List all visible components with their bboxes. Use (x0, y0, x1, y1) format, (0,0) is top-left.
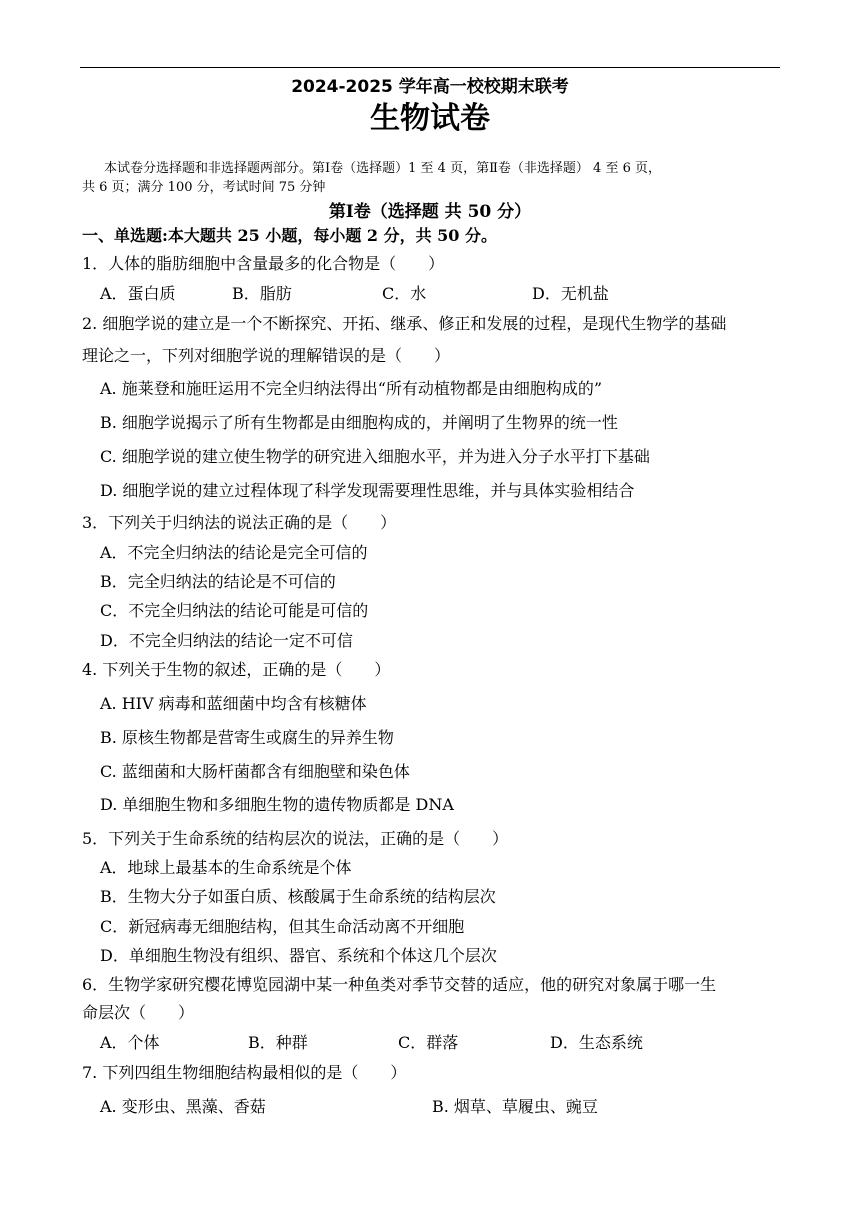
question-7-stem: 7. 下列四组生物细胞结构最相似的是（ ） (82, 1063, 407, 1082)
part-heading: 一、单选题:本大题共 25 小题，每小题 2 分，共 50 分。 (82, 226, 497, 245)
question-4-option-c: C. 蓝细菌和大肠杆菌都含有细胞壁和染色体 (100, 762, 410, 781)
question-3-stem: 3．下列关于归纳法的说法正确的是（ ） (82, 513, 397, 532)
question-3-option-a: A．不完全归纳法的结论是完全可信的 (100, 543, 368, 562)
instructions-line-1: 本试卷分选择题和非选择题两部分。第Ⅰ卷（选择题）1 至 4 页，第Ⅱ卷（非选择题） 4 至 6 页， (104, 161, 661, 176)
question-4-stem: 4. 下列关于生物的叙述，正确的是（ ） (82, 660, 391, 679)
question-3-option-d: D．不完全归纳法的结论一定不可信 (100, 631, 353, 650)
question-1-option-b: B．脂肪 (232, 284, 292, 303)
question-5-option-a: A．地球上最基本的生命系统是个体 (100, 858, 352, 877)
question-2-stem-line-1: 2. 细胞学说的建立是一个不断探究、开拓、继承、修正和发展的过程，是现代生物学的基础 (82, 314, 727, 333)
header-rule (80, 67, 780, 68)
question-4-option-a: A. HIV 病毒和蓝细菌中均含有核糖体 (100, 694, 367, 713)
question-5-option-b: B．生物大分子如蛋白质、核酸属于生命系统的结构层次 (100, 887, 496, 906)
question-2-option-c: C. 细胞学说的建立使生物学的研究进入细胞水平，并为进入分子水平打下基础 (100, 447, 650, 466)
question-3-option-c: C．不完全归纳法的结论可能是可信的 (100, 601, 369, 620)
question-7-option-b: B. 烟草、草履虫、豌豆 (432, 1097, 598, 1116)
question-1-option-c: C．水 (382, 284, 427, 303)
question-6-option-a: A．个体 (100, 1033, 160, 1052)
instructions-line-2: 共 6 页；满分 100 分，考试时间 75 分钟 (82, 180, 326, 195)
question-1-stem: 1．人体的脂肪细胞中含量最多的化合物是（ ） (82, 254, 445, 273)
question-6-option-d: D．生态系统 (550, 1033, 643, 1052)
question-6-option-c: C．群落 (398, 1033, 459, 1052)
question-6-option-b: B．种群 (248, 1033, 308, 1052)
question-6-stem-line-1: 6．生物学家研究樱花博览园湖中某一种鱼类对季节交替的适应，他的研究对象属于哪一生 (82, 975, 717, 994)
question-7-option-a: A. 变形虫、黑藻、香菇 (100, 1097, 266, 1116)
question-1-option-a: A．蛋白质 (100, 284, 176, 303)
question-2-option-d: D. 细胞学说的建立过程体现了科学发现需要理性思维，并与具体实验相结合 (100, 481, 635, 500)
question-5-option-c: C．新冠病毒无细胞结构，但其生命活动离不开细胞 (100, 917, 465, 936)
subject-title: 生物试卷 (370, 101, 490, 136)
question-2-option-b: B. 细胞学说揭示了所有生物都是由细胞构成的，并阐明了生物界的统一性 (100, 413, 618, 432)
question-4-option-b: B. 原核生物都是营寄生或腐生的异养生物 (100, 728, 394, 747)
question-2-option-a: A. 施莱登和施旺运用不完全归纳法得出“所有动植物都是由细胞构成的” (100, 379, 603, 398)
section-title: 第Ⅰ卷（选择题 共 50 分） (328, 202, 532, 222)
exam-name: 2024-2025 学年高一校校期末联考 (291, 77, 569, 97)
question-4-option-d: D. 单细胞生物和多细胞生物的遗传物质都是 DNA (100, 795, 454, 814)
question-3-option-b: B．完全归纳法的结论是不可信的 (100, 572, 336, 591)
question-1-option-d: D．无机盐 (532, 284, 609, 303)
question-5-option-d: D．单细胞生物没有组织、器官、系统和个体这几个层次 (100, 946, 497, 965)
question-6-stem-line-2: 命层次（ ） (82, 1003, 195, 1022)
question-5-stem: 5．下列关于生命系统的结构层次的说法，正确的是（ ） (82, 829, 509, 848)
question-2-stem-line-2: 理论之一，下列对细胞学说的理解错误的是（ ） (82, 346, 451, 365)
